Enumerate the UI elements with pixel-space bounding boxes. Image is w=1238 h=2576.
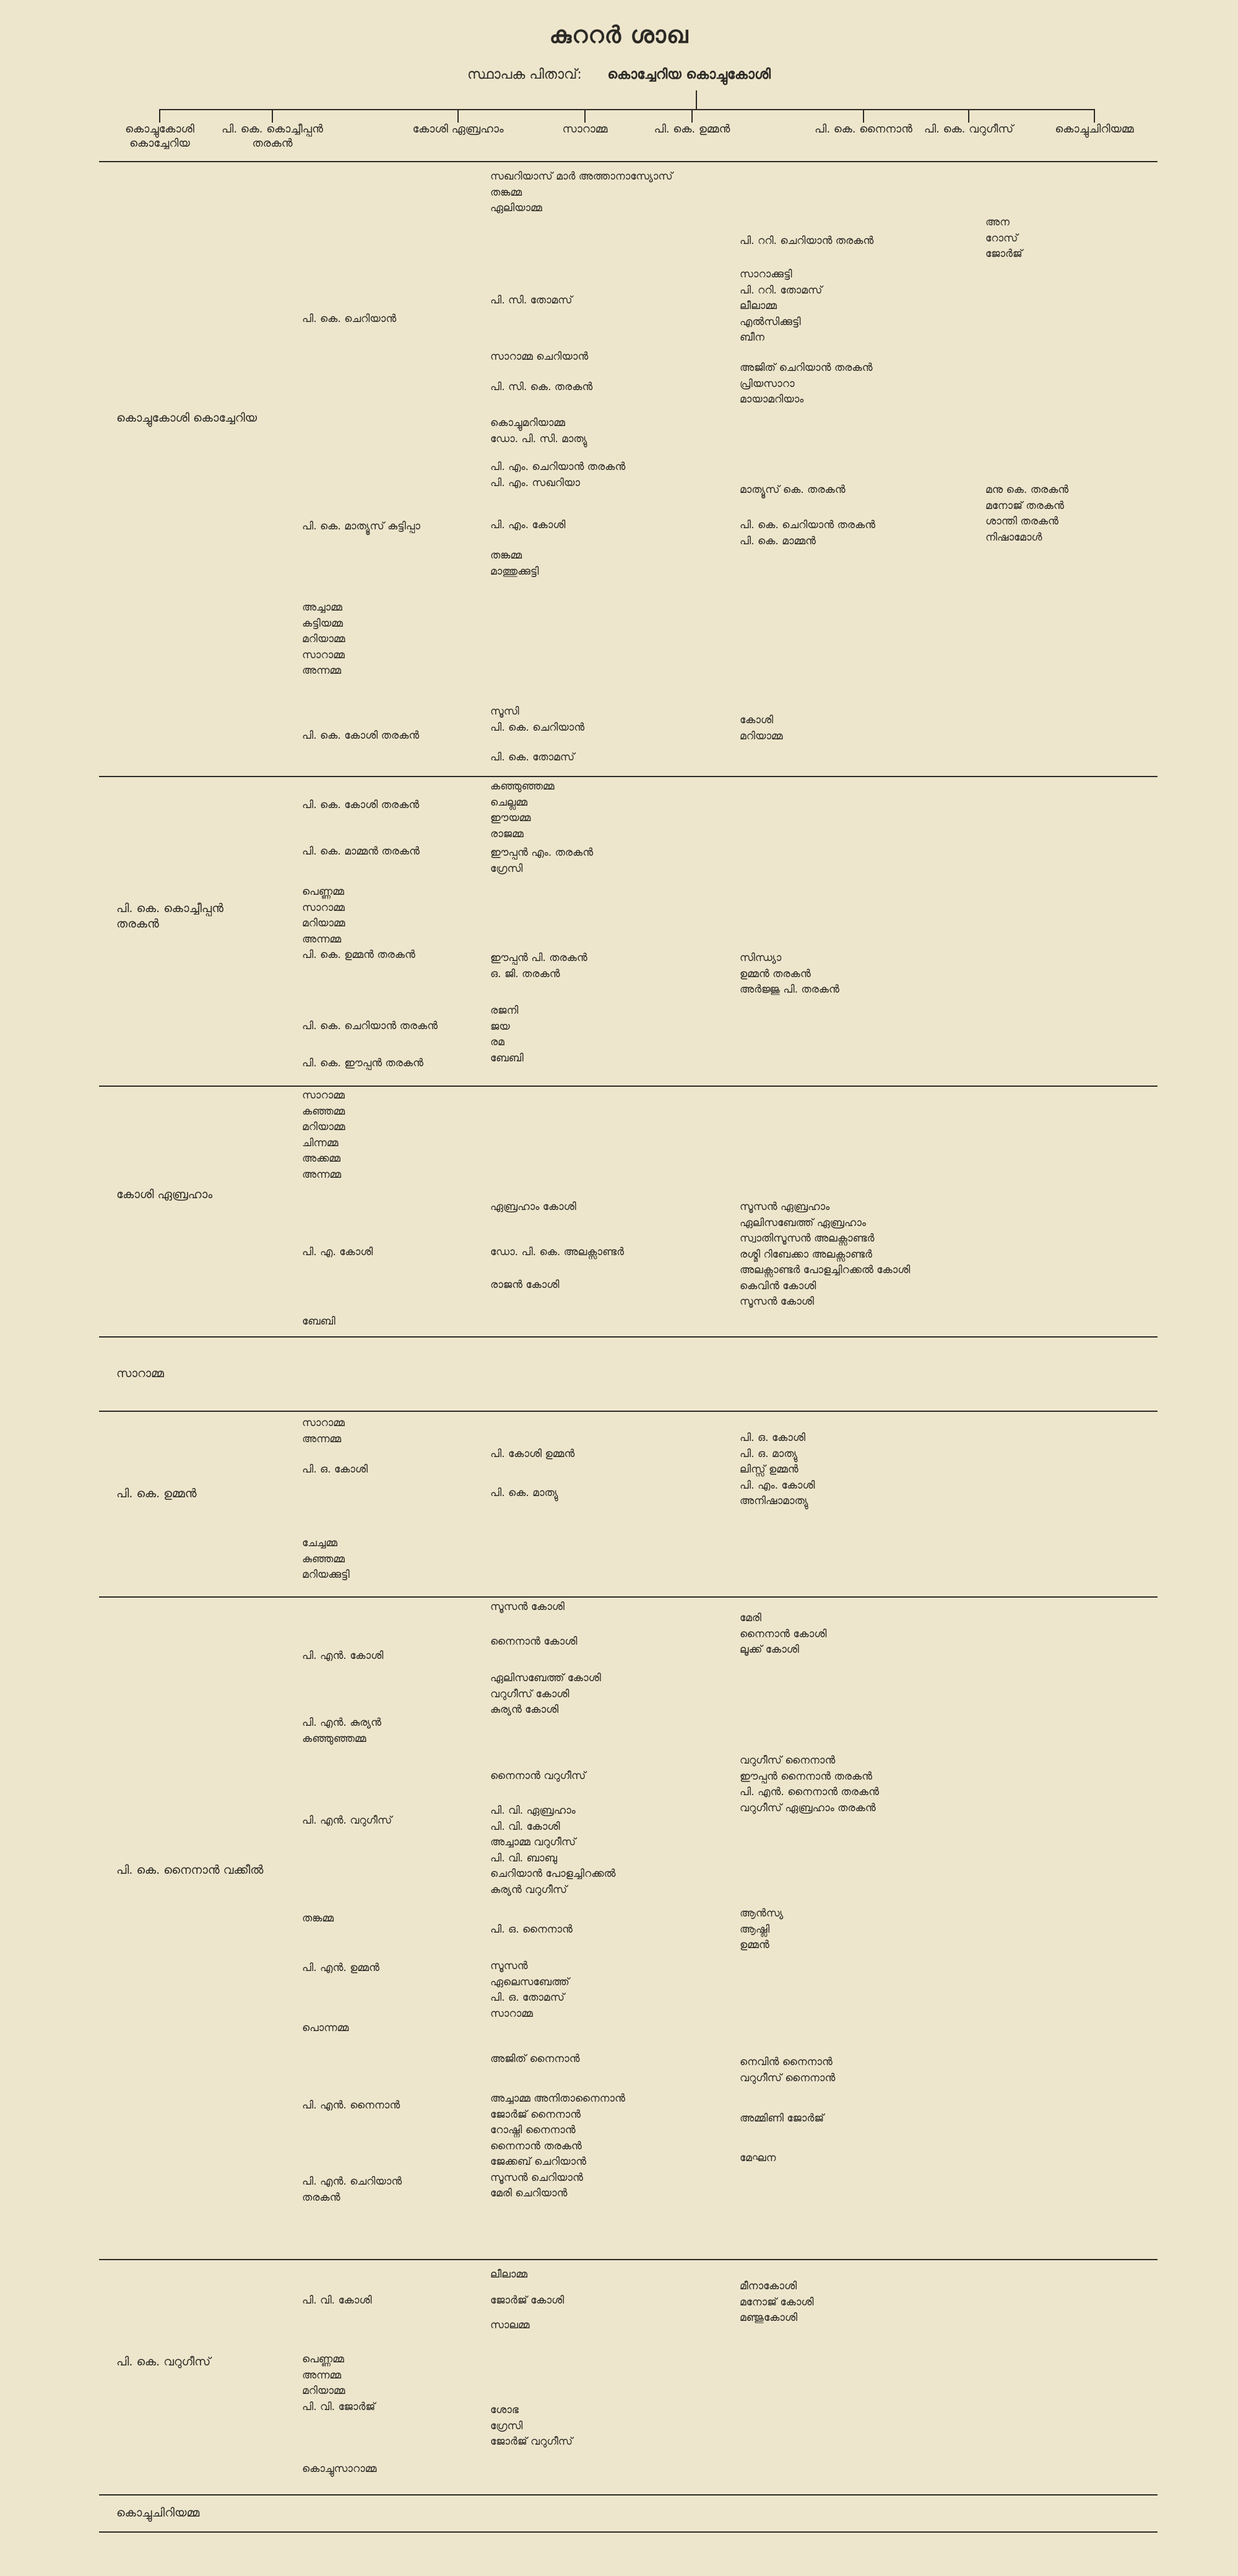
descendant-name: പൊന്നമ്മ <box>302 2022 349 2034</box>
descendant-group <box>490 416 587 447</box>
descendant-group <box>302 1648 383 1664</box>
descendant-group <box>302 1462 368 1478</box>
descendant-name: നൈനാൻ കോശി <box>490 1635 578 1648</box>
descendant-group <box>740 267 822 346</box>
descendant-group <box>490 1671 601 1718</box>
descendant-name: ഉമ്മൻ <box>740 1939 769 1951</box>
descendant-name: ഗ്രേസി <box>490 862 523 875</box>
descendant-group <box>302 2174 402 2206</box>
descendant-name: പി. കെ. ചെറിയാൻ <box>302 313 397 325</box>
descendant-name: നൈനാൻ വറുഗീസ് <box>490 1770 586 1782</box>
descendant-name: പി. എൻ. വറുഗീസ് <box>302 1814 392 1827</box>
descendant-group <box>490 1245 624 1261</box>
descendant-name: സാറാമ്മ <box>302 1417 345 1429</box>
child-header: കൊച്ചുകോശി കൊച്ചേറിയ <box>125 123 194 150</box>
descendant-group <box>490 951 587 982</box>
descendant-name: പി. കെ. മാമ്മൻ തരകൻ <box>302 845 420 858</box>
descendant-group <box>490 1803 615 1898</box>
founder-connector <box>696 90 697 109</box>
descendant-group <box>740 2055 835 2086</box>
descendant-name: അജിത് ചെറിയാൻ തരകൻ <box>740 362 873 374</box>
descendant-name: കുര്യൻ വറുഗീസ് <box>490 1883 568 1896</box>
descendant-name: മറിയാമ്മ <box>302 917 345 929</box>
descendant-name: പി. എൻ. ഉമ്മൻ <box>302 1962 379 1974</box>
child-drop-line <box>159 109 160 123</box>
child-drop-line <box>863 109 864 123</box>
descendant-group <box>490 1447 574 1463</box>
descendant-name: സാറാക്കുട്ടി <box>740 268 792 281</box>
descendant-group <box>302 2293 372 2309</box>
descendant-group <box>490 2091 625 2202</box>
family-section <box>0 1087 1238 1338</box>
descendant-group <box>490 380 592 396</box>
descendant-name: വറുഗീസ് ഏബ്രഹാം തരകൻ <box>740 1801 876 1814</box>
descendant-name: ആഷ്ലി <box>740 1923 770 1936</box>
descendant-name: ഡോ. പി. സി. മാത്യു <box>490 432 587 445</box>
descendant-group <box>740 1753 879 1816</box>
descendant-group <box>490 1486 558 1502</box>
child-header: പി. കെ. കൊച്ചീപ്പൻ തരകൻ <box>222 123 323 150</box>
family-section <box>0 2496 1238 2533</box>
descendant-group <box>740 360 872 408</box>
descendant-name: കട്ടിയമ്മ <box>302 617 343 630</box>
founder-line <box>0 67 1238 82</box>
descendant-name: ജോർജ് കോശി <box>490 2294 565 2307</box>
descendant-name: എൽസിക്കുട്ടി <box>740 315 801 328</box>
descendant-name: പി. കെ. ഈപ്പൻ തരകൻ <box>302 1057 423 1069</box>
family-section <box>0 777 1238 1087</box>
descendant-name: പി. സി. കെ. തരകൻ <box>490 381 593 393</box>
descendant-group <box>302 1911 334 1927</box>
descendant-name: ഈപ്പൻ എം. തരകൻ <box>490 846 594 859</box>
descendant-name: ഏലിസബേത്ത് ഏബ്രഹാം <box>740 1216 867 1229</box>
descendant-name: ആൻസ്യ <box>740 1907 784 1920</box>
descendant-name: പി. എൻ. നൈനാൻ <box>302 2099 400 2112</box>
descendant-group <box>740 2279 813 2326</box>
descendant-name: ജോർജ് നൈനാൻ <box>490 2108 581 2121</box>
descendant-name: രാജൻ കോശി <box>490 1279 560 1291</box>
descendant-name: ചേച്ചമ്മ <box>302 1537 337 1549</box>
descendant-group <box>490 459 625 491</box>
descendant-group <box>490 2267 527 2283</box>
descendant-name: പി. കെ. കോശി തരകൻ <box>302 729 420 742</box>
descendant-name: അലക്സാണ്ടർ പോളച്ചിറക്കൽ കോശി <box>740 1264 911 1276</box>
descendant-name: കൊച്ചുസാറാമ്മ <box>302 2463 377 2475</box>
descendant-group <box>490 518 566 534</box>
descendant-name: അച്ചാമ്മ വറുഗീസ് <box>490 1836 576 1848</box>
descendant-name: നിഷാമോൾ <box>985 531 1042 544</box>
descendant-name: പി. എൻ. കോശി <box>302 1650 384 1662</box>
descendant-name: മാത്തുക്കുട്ടി <box>490 565 539 578</box>
descendant-group <box>302 311 396 328</box>
descendant-name: കഞ്ഞുഞ്ഞമ്മ <box>490 780 555 793</box>
descendant-name: ഡോ. പി. കെ. അലക്സാണ്ടർ <box>490 1246 625 1258</box>
descendant-group <box>302 798 419 814</box>
descendant-name: മറിയക്കുട്ടി <box>302 1569 350 1581</box>
descendant-name: പി. ഒ. കോശി <box>302 1463 368 1476</box>
descendant-group <box>490 169 673 217</box>
descendant-group <box>740 713 783 744</box>
descendant-group <box>490 1959 569 2022</box>
descendant-group <box>490 1922 573 1938</box>
descendant-name: സാറാമ്മ <box>302 901 345 914</box>
child-header: കോശി ഏബ്രഹാം <box>412 123 504 136</box>
descendant-name: അന്നമ്മ <box>302 933 342 946</box>
descendant-name: ചെറിയാൻ പോളച്ചിറക്കൽ <box>490 1868 616 1880</box>
family-section <box>0 1598 1238 2260</box>
descendant-name: കുഞ്ഞമ്മ <box>302 1552 345 1565</box>
descendant-name: ജോർജ് വറുഗീസ് <box>490 2435 573 2448</box>
descendant-name: ഏലെസബേത്ത് <box>490 1975 569 1988</box>
descendant-group <box>490 2318 530 2334</box>
descendant-name: കെവിൻ കോശി <box>740 1279 816 1292</box>
children-bar <box>160 109 1094 110</box>
descendant-group <box>302 844 420 860</box>
section-head: കൊച്ചുകോശി കൊച്ചേറിയ <box>116 411 258 425</box>
descendant-name: അന്നമ്മ <box>302 1432 342 1445</box>
descendant-name: പി. സി. തോമസ് <box>490 294 573 307</box>
descendant-name: പി. കെ. ചെറിയാൻ തരകൻ <box>302 1020 438 1032</box>
descendant-name: പെണ്ണമ്മ <box>302 2353 344 2365</box>
descendant-name: രജനി <box>490 1004 519 1017</box>
founder-name: കൊച്ചേറിയ കൊച്ചുകോശി <box>607 67 771 82</box>
descendant-name: ഗ്രേസി <box>490 2419 523 2432</box>
section-head: കൊച്ചുചിറിയമ്മ <box>116 2506 200 2520</box>
descendant-name: നെവിൻ നൈനാൻ <box>740 2056 833 2068</box>
descendant-group <box>740 1430 815 1510</box>
descendant-name: അർജ്ജു പി. തരകൻ <box>740 983 839 996</box>
descendant-name: അനിഷാമാത്യു <box>740 1495 808 1507</box>
descendant-name: നൈനാൻ കോശി <box>740 1627 827 1640</box>
descendant-name: അമ്മിണി ജോർജ് <box>740 2112 825 2125</box>
descendant-name: സാറാമ്മ ചെറിയാൻ <box>490 350 589 363</box>
descendant-group <box>302 1088 345 1183</box>
descendant-name: സാറാമ്മ <box>302 1089 345 1102</box>
descendant-group <box>302 1715 381 1747</box>
descendant-group <box>740 482 846 498</box>
descendant-name: ചിന്നമ്മ <box>302 1136 339 1149</box>
descendant-group <box>302 1536 350 1583</box>
descendant-name: മേരി ചെറിയാൻ <box>490 2187 568 2200</box>
descendant-name: പി. എൻ. ചെറിയാൻ <box>302 2175 402 2188</box>
descendant-name: അന്നമ്മ <box>302 664 342 677</box>
section-head: കോശി ഏബ്രഹാം <box>116 1188 213 1201</box>
descendant-name: റോഷ്നി നൈനാൻ <box>490 2124 576 2136</box>
descendant-group <box>985 215 1023 263</box>
descendant-name: മറിയാമ്മ <box>302 633 345 645</box>
descendant-group <box>490 1634 577 1650</box>
descendant-name: ലീലാമ്മ <box>490 2268 527 2281</box>
descendant-name: കഞ്ഞമ്മ <box>302 1105 345 1118</box>
descendant-name: മഞ്ജുകോശി <box>740 2312 798 2324</box>
descendant-group <box>302 884 415 964</box>
descendant-name: അക്കമ്മ <box>302 1152 340 1165</box>
descendant-name: പി. വി. ഏബ്രഹാം <box>490 1804 576 1817</box>
descendant-group <box>490 1599 565 1616</box>
descendant-name: പി. വി. കോശി <box>302 2294 372 2307</box>
descendant-name: കൊച്ചുമറിയാമ്മ <box>490 417 565 429</box>
descendant-name: പി. എം. ചെറിയാൻ തരകൻ <box>490 461 626 473</box>
descendant-name: പി. എം. കോശി <box>490 519 566 531</box>
section-head: പി. കെ. വറുഗീസ് <box>116 2355 211 2369</box>
descendant-group <box>740 2111 824 2127</box>
page-title: കുററർ ശാഖ <box>549 21 689 48</box>
descendant-name: വറുഗീസ് നൈനാൻ <box>740 1754 836 1767</box>
descendant-name: സിന്ധ്യാ <box>740 952 782 964</box>
descendant-group <box>302 1019 438 1035</box>
descendant-name: പി. കെ. ചെറിയാൻ തരകൻ <box>740 519 876 531</box>
descendant-name: ഈയമ്മ <box>490 812 531 824</box>
descendant-group <box>302 2352 375 2415</box>
descendant-name: മേരി <box>740 1612 761 1624</box>
descendant-name: ഏലിസബേത്ത് കോശി <box>490 1672 601 1684</box>
descendant-name: ബേബി <box>302 1315 335 1328</box>
descendant-name: സൂസി <box>490 705 519 718</box>
descendant-group <box>302 2098 400 2114</box>
section-separator <box>99 2531 1158 2533</box>
descendant-group <box>490 704 584 736</box>
descendant-group <box>490 293 573 309</box>
descendant-name: സൂസൻ കോശി <box>740 1295 814 1308</box>
descendant-name: പി. കെ. തോമസ് <box>490 751 575 764</box>
descendant-name: പി. എൻ. കുര്യൻ <box>302 1717 381 1729</box>
descendant-name: സാറാമ്മ <box>490 2007 533 2020</box>
descendant-group <box>490 2293 564 2309</box>
descendant-name: ഈപ്പൻ നൈനാൻ തരകൻ <box>740 1770 873 1783</box>
family-section <box>0 2260 1238 2496</box>
descendant-name: മറിയാമ്മ <box>740 729 783 742</box>
descendant-name: ലീലാമ്മ <box>740 300 777 312</box>
descendant-name: തരകൻ <box>302 2191 340 2204</box>
descendant-name: മനോജ് കോശി <box>740 2295 814 2308</box>
descendant-name: പി. വി. ജോർജ് <box>302 2400 376 2413</box>
descendant-name: ബേബി <box>490 1051 524 1064</box>
descendant-name: പി. എം. സഖറിയാ <box>490 476 580 489</box>
descendant-group <box>490 2403 573 2450</box>
descendant-name: കഞ്ഞുഞ്ഞമ്മ <box>302 1732 366 1745</box>
descendant-name: പി. ററി. ചെറിയാൻ തരകൻ <box>740 235 874 247</box>
descendant-name: പി. എം. കോശി <box>740 1479 815 1492</box>
descendant-name: പി. എൻ. നൈനാൻ തരകൻ <box>740 1786 880 1798</box>
header-separator <box>99 161 1158 162</box>
descendant-name: മേഘന <box>740 2152 776 2164</box>
descendant-name: പി. കെ. മാത്യു <box>490 1487 558 1499</box>
descendant-group <box>302 728 419 744</box>
descendant-name: ഈപ്പൻ പി. തരകൻ <box>490 952 587 964</box>
descendant-name: പ്രിയസാറാ <box>740 377 795 390</box>
child-header: കൊച്ചുചിറിയമ്മ <box>1055 123 1134 136</box>
descendant-group <box>490 2052 580 2068</box>
descendant-name: പി. കെ. ചെറിയാൻ <box>490 721 585 734</box>
descendant-name: പി. ഒ. മാത്യു <box>740 1447 798 1460</box>
section-head: പി. കെ. ഉമ്മൻ <box>116 1487 197 1500</box>
family-section <box>0 1412 1238 1598</box>
descendant-name: രാജമ്മ <box>490 827 524 840</box>
descendant-name: പി. കെ. കോശി തരകൻ <box>302 799 420 811</box>
descendant-group <box>740 1199 910 1310</box>
descendant-name: പി. ഒ. തോമസ് <box>490 1991 565 2004</box>
descendant-name: സാറാമ്മ <box>302 648 345 661</box>
descendant-name: സഖറിയാസ് മാർ അത്താനാസ്യോസ് <box>490 170 673 183</box>
descendant-group <box>302 2021 348 2037</box>
descendant-name: അന്നമ്മ <box>302 1168 342 1181</box>
descendant-name: ജേക്കബ് ചെറിയാൻ <box>490 2156 587 2168</box>
descendant-name: ജോർജ് <box>985 248 1023 260</box>
descendant-name: അന <box>985 216 1010 228</box>
descendant-name: തങ്കമ്മ <box>302 1912 334 1925</box>
descendant-name: മറിയാമ്മ <box>302 1121 345 1133</box>
descendant-group <box>302 1245 373 1261</box>
descendant-group <box>740 1611 826 1658</box>
descendant-name: പെണ്ണമ്മ <box>302 886 344 898</box>
descendant-name: സാലമ്മ <box>490 2319 530 2331</box>
section-head: സാറാമ്മ <box>116 1367 164 1380</box>
descendant-name: സൂസൻ കോശി <box>490 1601 565 1613</box>
child-drop-line <box>584 109 586 123</box>
descendant-group <box>302 600 345 679</box>
descendant-name: പി. വി. ബാബു <box>490 1852 557 1865</box>
descendant-name: തങ്കമ്മ <box>490 186 522 199</box>
descendant-name: സൂസൻ <box>490 1960 528 1972</box>
descendant-name: ഉമ്മൻ തരകൻ <box>740 967 811 980</box>
child-drop-line <box>968 109 969 123</box>
descendant-group <box>985 482 1068 546</box>
descendant-group <box>490 349 588 365</box>
descendant-name: വറുഗീസ് കോശി <box>490 1687 569 1700</box>
descendant-name: ലിസ്സ് ഉമ്മൻ <box>740 1463 799 1476</box>
descendant-group <box>740 233 873 250</box>
descendant-name: പി. എ. കോശി <box>302 1246 373 1258</box>
descendant-name: രമ <box>490 1036 504 1048</box>
child-header: പി. കെ. വറുഗീസ് <box>924 123 1014 136</box>
descendant-group <box>302 1960 379 1977</box>
descendant-name: രശ്മി റിബേക്കാ അലക്സാണ്ടർ <box>740 1248 872 1261</box>
descendant-name: വറുഗീസ് നൈനാൻ <box>740 2071 836 2084</box>
descendant-group <box>490 1199 576 1216</box>
descendant-name: ഒ. ജി. തരകൻ <box>490 967 560 980</box>
founder-label: സ്ഥാപക പിതാവ്: <box>467 67 582 82</box>
descendant-group <box>740 1906 783 1954</box>
descendant-name: ശാന്തി തരകൻ <box>985 515 1058 528</box>
descendant-name: ബീന <box>740 331 764 344</box>
descendant-name: മനു കെ. തരകൻ <box>985 484 1069 496</box>
descendant-group <box>490 1003 524 1066</box>
descendant-name: റോസ് <box>985 232 1018 245</box>
descendant-group <box>490 845 593 877</box>
descendant-group <box>740 951 839 998</box>
descendant-group <box>740 2151 776 2167</box>
descendant-name: അച്ചാമ്മ <box>302 601 342 614</box>
descendant-group <box>490 779 555 842</box>
descendant-name: പി. കോശി ഉമ്മൻ <box>490 1448 575 1460</box>
descendant-group <box>490 750 574 766</box>
descendant-name: അച്ചാമ്മ അനിതാനൈനാൻ <box>490 2092 625 2105</box>
descendant-name: പി. കെ. മാമ്മൻ <box>740 534 816 547</box>
section-head: പി. കെ. നൈനാൻ വക്കീൽ <box>116 1863 264 1877</box>
descendant-name: ഏലിയാമ്മ <box>490 202 542 214</box>
descendant-name: മാത്യൂസ് കെ. തരകൻ <box>740 484 846 496</box>
descendant-group <box>490 1277 559 1294</box>
descendant-name: പി. ഒ. നൈനാൻ <box>490 1923 573 1936</box>
child-header: പി. കെ. നൈനാൻ <box>815 123 912 136</box>
descendant-group <box>302 2461 376 2478</box>
descendant-name: മായാമറിയാം <box>740 393 804 406</box>
descendant-name: നൈനാൻ തരകൻ <box>490 2139 582 2152</box>
descendant-name: പി. കെ. ഉമ്മൻ തരകൻ <box>302 949 415 961</box>
descendant-name: പി. വി. കോശി <box>490 1820 560 1833</box>
descendant-name: മനോജ് തരകൻ <box>985 499 1064 512</box>
child-drop-line <box>272 109 273 123</box>
descendant-group <box>302 1314 335 1330</box>
descendant-name: പി. ഒ. കോശി <box>740 1432 806 1444</box>
descendant-name: പി. ററി. തോമസ് <box>740 284 823 297</box>
descendant-name: തങ്കമ്മ <box>490 549 522 562</box>
descendant-name: ശോഭ <box>490 2404 519 2416</box>
descendant-name: മീനാകോശി <box>740 2280 797 2292</box>
descendant-name: സൂസൻ ഏബ്രഹാം <box>740 1201 830 1213</box>
descendant-group <box>740 518 875 549</box>
child-header: പി. കെ. ഉമ്മൻ <box>654 123 730 136</box>
descendant-name: മറിയാമ്മ <box>302 2385 345 2397</box>
descendant-name: കുര്യൻ കോശി <box>490 1704 559 1716</box>
child-drop-line <box>691 109 693 123</box>
descendant-name: ഏബ്രഹാം കോശി <box>490 1201 576 1213</box>
descendant-name: ചെല്ലമ്മ <box>490 796 527 809</box>
descendant-name: കോശി <box>740 714 774 726</box>
child-drop-line <box>457 109 459 123</box>
descendant-name: പി. കെ. മാത്യൂസ് കുട്ടിപ്പാ <box>302 520 420 533</box>
descendant-name: അന്നമ്മ <box>302 2369 342 2382</box>
descendant-group <box>302 1056 423 1072</box>
family-section <box>0 166 1238 777</box>
descendant-name: ലൂക്ക് കോശി <box>740 1643 799 1656</box>
descendant-group <box>490 548 539 580</box>
family-section <box>0 1338 1238 1412</box>
child-drop-line <box>1094 109 1095 123</box>
section-head: പി. കെ. കൊച്ചീപ്പൻ തരകൻ <box>116 902 224 931</box>
child-header: സാറാമ്മ <box>562 123 608 136</box>
descendant-name: ജയ <box>490 1020 510 1033</box>
descendant-name: സൂസൻ ചെറിയാൻ <box>490 2171 583 2184</box>
descendant-group <box>302 519 420 535</box>
descendant-name: സ്വാതിസൂസൻ അലക്സാണ്ടർ <box>740 1232 875 1245</box>
descendant-group <box>490 1769 586 1785</box>
descendant-group <box>302 1813 392 1829</box>
descendant-name: അജിത് നൈനാൻ <box>490 2053 580 2065</box>
descendant-group <box>302 1416 345 1447</box>
